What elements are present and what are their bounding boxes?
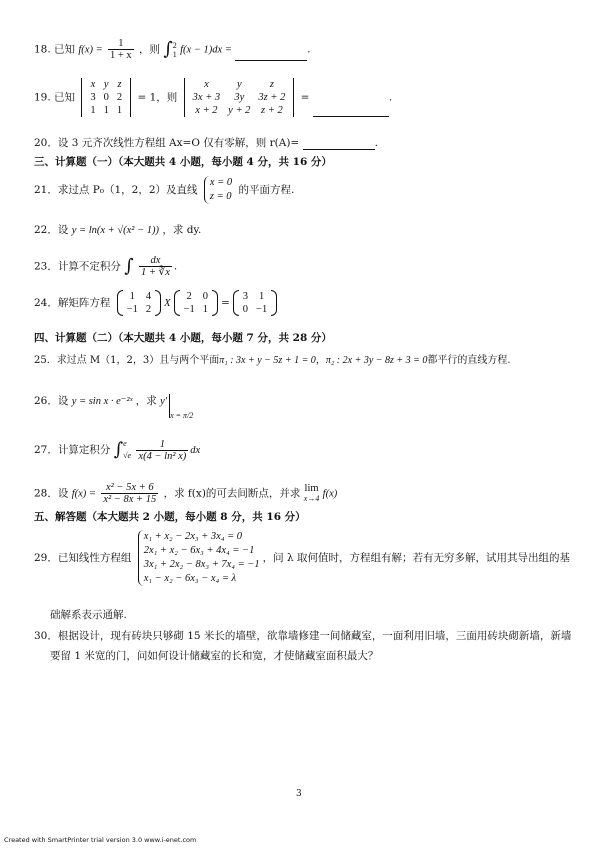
line-system: x = 0 z = 0 — [204, 176, 232, 204]
integral-sign: ∫ — [124, 255, 134, 277]
question-21: 21．求过点 P₀（1，2，2）及直线 x = 0 z = 0 的平面方程. — [34, 177, 295, 202]
section-heading-3: 三、计算题（一）（本大题共 4 小题，每小题 4 分，共 16 分） — [34, 156, 332, 168]
footer-watermark: Created with SmartPrinter trial version 3.0 www.i-enet.com — [4, 836, 197, 844]
question-25: 25．求过点 M（1，2，3）且与两个平面π₁ : 3x + y − 5z + 1 = 0，π₂ : 2x + 3y − 8z + 3 = 0都平行的直线方程. — [34, 355, 511, 366]
determinant-2: x y z 3x + 3 3y 3z + 2 x + 2 y + 2 z + 2 — [184, 78, 295, 117]
integral-sign: ∫ — [113, 439, 124, 460]
answer-blank — [303, 149, 375, 150]
matrix-B: 2 0 −1 1 — [174, 290, 218, 316]
question-30-line-2: 要留 1 米宽的门，问如何设计储藏室的长和宽，才使储藏室面积最大？ — [50, 650, 379, 662]
fraction: $\frac{1}{\text{x(4 − ln² x)}}$ — [138, 438, 187, 462]
matrix-C: 3 1 0 −1 — [233, 290, 277, 316]
question-28: 28．设 f(x) = $\frac{\text{x² − 5x + 6}}{\text{x² − 8x + 15}}$ ，求 f(x)的可去间断点，并求 lim x→4 f(x) — [34, 482, 338, 505]
determinant-1: x y z 3 0 2 1 1 1 — [81, 78, 131, 117]
fraction: $\frac{dx}{1 + ∛x}$ — [140, 255, 170, 278]
fraction: $\frac{1}{1 + x}$ — [110, 38, 132, 61]
question-23: 23．计算不定积分 ∫ $\frac{dx}{1 + ∛x}$ . — [34, 255, 178, 278]
matrix-A: 1 4 −1 2 — [117, 290, 161, 316]
question-29-continued: 础解系表示通解. — [50, 609, 127, 621]
question-24: 24．解矩阵方程 1 4 −1 2 X 2 0 −1 1 = 3 1 0 −1 — [34, 290, 280, 316]
question-number: 18. — [34, 43, 51, 56]
question-18: 18. 已知 f(x) = $\frac{1}{1 + x}$ ，则 ∫ 2 1 f(x − 1)dx = . — [34, 38, 311, 61]
question-22: 22．设 y = ln(x + √(x² − 1)) ，求 dy. — [34, 224, 202, 236]
question-27: 27．计算定积分 ∫ e √e $\frac{1}{\text{x(4 − ln² x)}}$ dx — [34, 438, 201, 462]
question-26: 26．设 y = sin x · e⁻²ˣ ，求 $y'_{x = \pi/2}$ — [34, 395, 194, 420]
section-heading-5: 五、解答题（本大题共 2 小题，每小题 8 分，共 16 分） — [34, 511, 306, 523]
question-29: 29．已知线性方程组 x₁ + x₂ − 2x₃ + 3x₄ = 0 2x₁ + x₂ − 6x₃ + 4x₄ = −1 3x₁ + 2x₂ − 8x₃ + 7x₄ = −1 x₁ − x₂ − 6x₃ − x₄ = λ ，问 λ 取何值时，方程组有解；若有无穷多解，试用其导出组的基 — [34, 531, 570, 584]
equation-system: x₁ + x₂ − 2x₃ + 3x₄ = 0 2x₁ + x₂ − 6x₃ + 4x₄ = −1 3x₁ + 2x₂ − 8x₃ + 7x₄ = −1 x₁ − x₂ − 6x₃ − x₄ = λ — [138, 530, 260, 586]
question-20: 20．设 3 元齐次线性方程组 Ax=O 仅有零解，则 r(A)= . — [34, 137, 378, 149]
answer-blank — [235, 60, 307, 61]
page-number: 3 — [296, 789, 302, 799]
fraction: $\frac{\text{x² − 5x + 6}}{\text{x² − 8x + 15}}$ — [103, 482, 157, 505]
integral-sign: ∫ — [163, 38, 173, 60]
question-30-line-1: 30．根据设计，现有砖块只够砌 15 米长的墙壁，欲靠墙修建一间储藏室，一面利用旧墙，三面用砖块砌新墙，新墙 — [34, 630, 572, 642]
answer-blank — [313, 116, 389, 117]
question-19: 19. 已知 x y z 3 0 2 1 1 1 = 1，则 x y z 3x + 3 3y 3z + 2 x + 2 y + 2 z + 2 = . — [34, 79, 393, 116]
section-heading-4: 四、计算题（二）（本大题共 4 小题，每小题 7 分，共 28 分） — [34, 332, 332, 344]
